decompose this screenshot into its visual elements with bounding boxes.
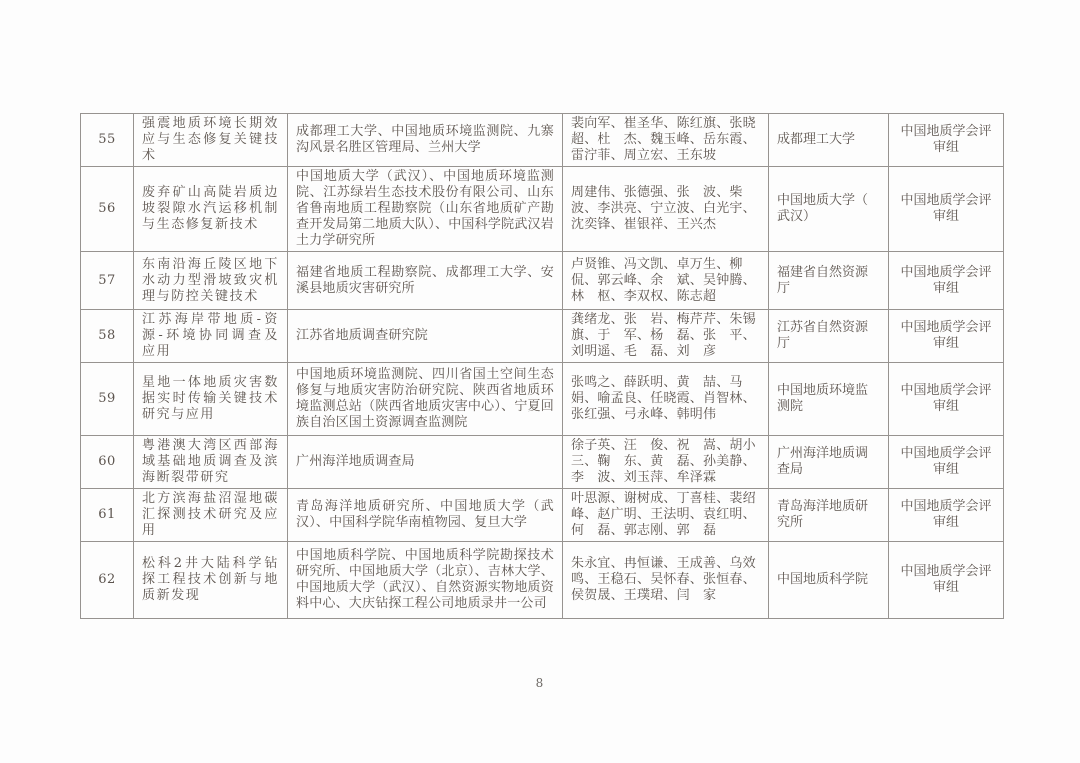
row-number: 55	[81, 114, 134, 167]
organization: 青岛海洋地质研究所	[769, 489, 889, 542]
project-title: 粤港澳大湾区西部海域基础地质调查及滨海断裂带研究	[134, 436, 288, 489]
review-group: 中国地质学会评审组	[889, 363, 1004, 436]
table-row	[81, 310, 1004, 363]
row-number: 59	[81, 363, 134, 436]
organization: 中国地质大学（武汉）	[769, 167, 889, 252]
institutions: 成都理工大学、中国地质环境监测院、九寨沟风景名胜区管理局、兰州大学	[288, 114, 563, 167]
organization: 福建省自然资源厅	[769, 252, 889, 310]
row-number: 60	[81, 436, 134, 489]
table-row	[81, 542, 1004, 619]
organization: 成都理工大学	[769, 114, 889, 167]
awards-table	[80, 113, 1004, 619]
institutions: 中国地质大学（武汉）、中国地质环境监测院、江苏绿岩生态技术股份有限公司、山东省鲁南地质工程勘察院（山东省地质矿产勘查开发局第二地质大队）、中国科学院武汉岩土力学研究所	[288, 167, 563, 252]
organization: 中国地质科学院	[769, 542, 889, 619]
row-number: 57	[81, 252, 134, 310]
institutions: 中国地质环境监测院、四川省国土空间生态修复与地质灾害防治研究院、陕西省地质环境监测总站（陕西省地质灾害中心）、宁夏回族自治区国土资源调查监测院	[288, 363, 563, 436]
institutions: 福建省地质工程勘察院、成都理工大学、安溪县地质灾害研究所	[288, 252, 563, 310]
review-group: 中国地质学会评审组	[889, 489, 1004, 542]
organization: 江苏省自然资源厅	[769, 310, 889, 363]
project-title: 江苏海岸带地质-资源-环境协同调查及应用	[134, 310, 288, 363]
contributors: 周建伟、张德强、张 波、柴 波、李洪亮、宁立波、白光宇、沈奕锋、崔银祥、王兴杰	[563, 167, 769, 252]
project-title: 废弃矿山高陡岩质边坡裂隙水汽运移机制与生态修复新技术	[134, 167, 288, 252]
table-row	[81, 114, 1004, 167]
institutions: 江苏省地质调查研究院	[288, 310, 563, 363]
table-row	[81, 252, 1004, 310]
contributors: 张鸣之、薛跃明、黄 喆、马 娟、喻孟良、任晓霞、肖智林、张红强、弓永峰、韩明伟	[563, 363, 769, 436]
contributors: 龚绪龙、张 岩、梅芹芹、朱锡旗、于 军、杨 磊、张 平、刘明遥、毛 磊、刘 彦	[563, 310, 769, 363]
table-row	[81, 363, 1004, 436]
review-group: 中国地质学会评审组	[889, 114, 1004, 167]
review-group: 中国地质学会评审组	[889, 542, 1004, 619]
contributors: 徐子英、汪 俊、祝 嵩、胡小三、鞠 东、黄 磊、孙美静、李 波、刘玉萍、牟泽霖	[563, 436, 769, 489]
institutions: 青岛海洋地质研究所、中国地质大学（武汉）、中国科学院华南植物园、复旦大学	[288, 489, 563, 542]
review-group: 中国地质学会评审组	[889, 167, 1004, 252]
contributors: 叶思源、谢树成、丁喜桂、裴绍峰、赵广明、王法明、袁红明、何 磊、郭志刚、郭 磊	[563, 489, 769, 542]
contributors: 卢贤锥、冯文凯、卓万生、柳 侃、郭云峰、余 斌、吴钟腾、林 枢、李双权、陈志超	[563, 252, 769, 310]
review-group: 中国地质学会评审组	[889, 436, 1004, 489]
project-title: 星地一体地质灾害数据实时传输关键技术研究与应用	[134, 363, 288, 436]
review-group: 中国地质学会评审组	[889, 310, 1004, 363]
table-row	[81, 489, 1004, 542]
page-number: 8	[535, 676, 545, 690]
row-number: 62	[81, 542, 134, 619]
table-row	[81, 167, 1004, 252]
contributors: 裴向军、崔圣华、陈红旗、张晓超、杜 杰、魏玉峰、岳东霞、雷泞菲、周立宏、王东坡	[563, 114, 769, 167]
institutions: 广州海洋地质调查局	[288, 436, 563, 489]
table-row	[81, 436, 1004, 489]
contributors: 朱永宜、冉恒谦、王成善、乌效鸣、王稳石、吴怀春、张恒春、侯贺晟、王璞珺、闫 家	[563, 542, 769, 619]
review-group: 中国地质学会评审组	[889, 252, 1004, 310]
project-title: 北方滨海盐沼湿地碳汇探测技术研究及应用	[134, 489, 288, 542]
project-title: 东南沿海丘陵区地下水动力型滑坡致灾机理与防控关键技术	[134, 252, 288, 310]
organization: 广州海洋地质调查局	[769, 436, 889, 489]
project-title: 强震地质环境长期效应与生态修复关键技术	[134, 114, 288, 167]
row-number: 61	[81, 489, 134, 542]
row-number: 56	[81, 167, 134, 252]
organization: 中国地质环境监测院	[769, 363, 889, 436]
institutions: 中国地质科学院、中国地质科学院勘探技术研究所、中国地质大学（北京）、吉林大学、中国地质大学（武汉）、自然资源实物地质资料中心、大庆钻探工程公司地质录井一公司	[288, 542, 563, 619]
project-title: 松科2井大陆科学钻探工程技术创新与地质新发现	[134, 542, 288, 619]
row-number: 58	[81, 310, 134, 363]
